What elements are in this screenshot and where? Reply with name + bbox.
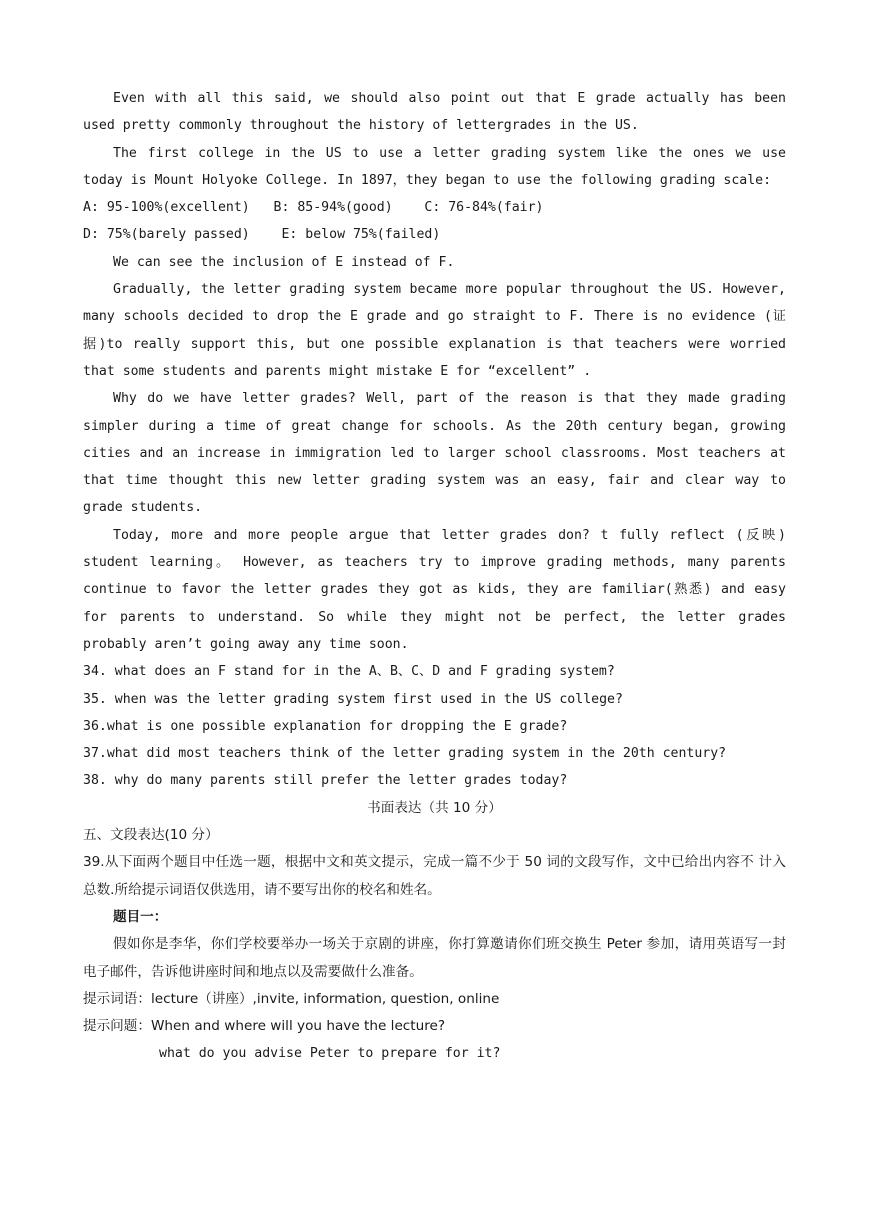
- section-title: 五、文段表达(10 分）: [83, 827, 219, 844]
- document-page: [83, 85, 786, 1068]
- question-35: 35. when was the letter grading system first used in the US college?: [83, 691, 623, 707]
- writing-instruction: 39.从下面两个题目中任选一题，根据中文和英文提示，完成一篇不少于 50 词的文段写作，文中已给出内容不 计入总数.所给提示词语仅供选用，请不要写出你的校名和姓名。: [83, 854, 786, 898]
- grading-scale-line-1: A: 95-100%(excellent) B: 85-94%(good) C: 76-84%(fair): [83, 200, 544, 216]
- writing-heading: 书面表达（共 10 分）: [367, 799, 502, 816]
- hint-question-2: what do you advise Peter to prepare for it?: [159, 1046, 501, 1062]
- paragraph-gradually: Gradually, the letter grading system became more popular throughout the US. However, many schools decided to drop the E grade and go straight to F. There is no evidence (证据)to really support this, but one possible explanation is that teachers were worried that some students and parents might mistake E for “excellent” .: [83, 282, 786, 379]
- paragraph-why-letter-grades: Why do we have letter grades? Well, part of the reason is that they made grading simpler during a time of great change for schools. As the 20th century began, growing cities and an increase in immigration led to larger school classrooms. Most teachers at that time thought this new letter grading system was an easy, fair and clear way to grade students.: [83, 391, 786, 516]
- question-34: 34. what does an F stand for in the A、B、C、D and F grading system?: [83, 664, 615, 680]
- paragraph-inclusion-e: We can see the inclusion of E instead of F.: [113, 254, 455, 270]
- paragraph-e-grade: Even with all this said, we should also point out that E grade actually has been used pretty commonly throughout the history of lettergrades in the US.: [83, 91, 786, 134]
- question-38: 38. why do many parents still prefer the letter grades today?: [83, 773, 568, 789]
- hint-words: 提示词语：lecture（讲座）,invite, information, question, online: [83, 990, 500, 1007]
- topic-1-text: 假如你是李华，你们学校要举办一场关于京剧的讲座，你打算邀请你们班交换生 Peter 参加，请用英语写一封 电子邮件，告诉他讲座时间和地点以及需要做什么准备。: [83, 936, 786, 980]
- grading-scale-line-2: D: 75%(barely passed) E: below 75%(failed): [83, 227, 441, 243]
- paragraph-today: Today, more and more people argue that letter grades don? t fully reflect (反映) student learning。 However, as teachers try to improve grading methods, many parents continue to favor the letter grades they got as kids, they are familiar(熟悉) and easy for parents to understand. So while they might not be perfect, the letter grades probably aren’t going away any time soon.: [83, 527, 786, 652]
- question-37: 37.what did most teachers think of the letter grading system in the 20th century?: [83, 746, 727, 762]
- hint-question-1: 提示问题：When and where will you have the lecture?: [83, 1018, 446, 1035]
- paragraph-mount-holyoke: The first college in the US to use a letter grading system like the ones we use today is Mount Holyoke College. In 1897，they began to use the following grading scale:: [83, 145, 786, 188]
- question-36: 36.what is one possible explanation for dropping the E grade?: [83, 718, 568, 734]
- topic-1-label: 题目一：: [113, 908, 168, 925]
